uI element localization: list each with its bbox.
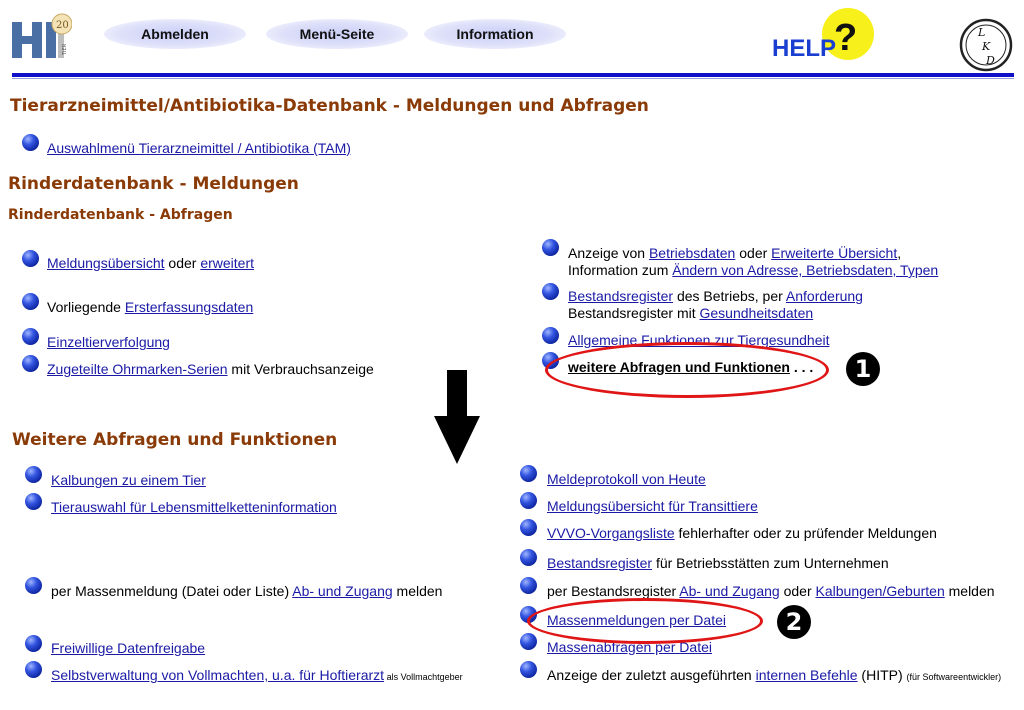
ersterfassung-item: [47, 299, 253, 316]
ersterfassungsdaten-link[interactable]: Ersterfassungsdaten: [124, 299, 254, 315]
hi-tier-logo: [10, 12, 72, 62]
header-divider-shadow: [12, 78, 1014, 79]
bullet-icon: [542, 239, 559, 256]
meldung-erweitert-link[interactable]: erweitert: [200, 255, 255, 271]
logo-badge-text: 20: [56, 20, 69, 31]
help-text: HELP: [772, 35, 837, 62]
weitere-dots: . . .: [789, 359, 814, 375]
tam-menu-item: [47, 140, 351, 157]
vvvo-link[interactable]: VVVO-Vorgangsliste: [547, 525, 675, 541]
vorliegende-text: Vorliegende: [47, 299, 125, 315]
betriebsstaetten-text: für Betriebsstätten zum Unternehmen: [652, 555, 889, 571]
kalbungen-link[interactable]: Kalbungen zu einem Tier: [51, 472, 206, 488]
bullet-icon: [25, 635, 42, 652]
massenabfragen-link[interactable]: Massenabfragen per Datei: [547, 639, 712, 655]
interne-befehle-link[interactable]: internen Befehle: [755, 667, 858, 683]
vollmachtgeber-text: als Vollmachtgeber: [384, 672, 463, 682]
einzeltier-item: [47, 334, 170, 351]
betriebsdaten-link[interactable]: Betriebsdaten: [648, 245, 736, 261]
per-bestandsregister-text: per Bestandsregister: [547, 583, 680, 599]
des-betriebs-text: des Betriebs, per: [673, 288, 786, 304]
anforderung-link[interactable]: Anforderung: [785, 288, 863, 304]
softwareentwickler-text: (für Softwareentwickler): [906, 672, 1002, 682]
help-button[interactable]: [770, 6, 880, 64]
bullet-icon: [22, 250, 39, 267]
tam-link[interactable]: Auswahlmenü Tierarzneimittel / Antibiotika (TAM): [47, 140, 351, 156]
information-zum-text: Information zum: [568, 262, 673, 278]
marker-2-badge: 2: [777, 605, 811, 639]
meldungsuebersicht-item: [47, 255, 254, 272]
bestandsregister-mit-text: Bestandsregister mit: [568, 305, 700, 321]
ab-zugang-right-link[interactable]: Ab- und Zugang: [679, 583, 780, 599]
bullet-icon: [520, 519, 537, 536]
per-oder-text: oder: [779, 583, 816, 599]
bullet-icon: [520, 549, 537, 566]
ab-zugang-left-link[interactable]: Ab- und Zugang: [292, 583, 393, 599]
hitp-text: (HITP): [857, 667, 907, 683]
massenmeldung-post-text: melden: [392, 583, 443, 599]
bullet-icon: [520, 492, 537, 509]
meldeprotokoll-link[interactable]: Meldeprotokoll von Heute: [547, 471, 706, 487]
highlight-ring-2: [527, 598, 763, 644]
bestandsregister-item: [568, 288, 863, 305]
anzeige-zuletzt-text: Anzeige der zuletzt ausgeführten: [547, 667, 756, 683]
bestandsregister-bst-link[interactable]: Bestandsregister: [547, 555, 653, 571]
weitere-abfragen-link[interactable]: weitere Abfragen und Funktionen: [568, 359, 790, 375]
lkd-letter-k: K: [982, 40, 991, 53]
bullet-icon: [542, 327, 559, 344]
vvvo-text: fehlerhafter oder zu prüfender Meldungen: [674, 525, 937, 541]
weitere-section-title: Weitere Abfragen und Funktionen: [12, 430, 338, 450]
bullet-icon: [22, 355, 39, 372]
lkd-logo: [958, 18, 1014, 72]
down-arrow-icon: [434, 370, 480, 464]
per-bestandsregister-item: [547, 583, 995, 600]
meldung-oder-text: oder: [164, 255, 201, 271]
nav-information-button[interactable]: Information: [424, 19, 566, 49]
bullet-icon: [520, 661, 537, 678]
gesundheitsdaten-link[interactable]: Gesundheitsdaten: [699, 305, 814, 321]
bullet-icon: [25, 493, 42, 510]
ohrmarken-item: [47, 361, 374, 378]
massenmeldungen-link[interactable]: Massenmeldungen per Datei: [547, 612, 726, 628]
bullet-icon: [22, 293, 39, 310]
bullet-icon: [25, 661, 42, 678]
header-divider: [12, 73, 1014, 77]
gesundheitsdaten-item: [568, 305, 813, 322]
erweiterte-uebersicht-link[interactable]: Erweiterte Übersicht: [771, 245, 898, 261]
interne-befehle-item: [547, 667, 1001, 686]
anzeige-von-text: Anzeige von: [568, 245, 649, 261]
datenfreigabe-item: [51, 640, 205, 657]
transittiere-item: [547, 498, 758, 515]
vollmachten-item: [51, 667, 463, 686]
bullet-icon: [520, 465, 537, 482]
meldeprotokoll-item: [547, 471, 706, 488]
allgemeine-funktionen-link[interactable]: Allgemeine Funktionen zur Tiergesundheit: [568, 332, 830, 348]
per-melden-text: melden: [944, 583, 995, 599]
vollmachten-link[interactable]: Selbstverwaltung von Vollmachten, u.a. für Hoftierarzt: [51, 667, 385, 683]
bullet-icon: [542, 283, 559, 300]
bullet-icon: [520, 633, 537, 650]
tierauswahl-link[interactable]: Tierauswahl für Lebensmittelketteninformation: [51, 499, 337, 515]
logo-side-text: TIER: [62, 43, 68, 55]
rind-abfragen-title: Rinderdatenbank - Abfragen: [8, 207, 233, 223]
bullet-icon: [520, 577, 537, 594]
transittiere-link[interactable]: Meldungsübersicht für Transittiere: [547, 498, 758, 514]
tam-section-title: Tierarzneimittel/Antibiotika-Datenbank - Meldungen und Abfragen: [10, 96, 649, 116]
nav-abmelden-button[interactable]: Abmelden: [104, 19, 246, 49]
bullet-icon: [22, 134, 39, 151]
aendern-item: [568, 262, 938, 279]
ohrmarken-link[interactable]: Zugeteilte Ohrmarken-Serien: [47, 361, 228, 377]
meldungsuebersicht-link[interactable]: Meldungsübersicht: [47, 255, 165, 271]
massenmeldung-pre-text: per Massenmeldung (Datei oder Liste): [51, 583, 293, 599]
aendern-adresse-link[interactable]: Ändern von Adresse, Betriebsdaten, Typen: [672, 262, 939, 278]
rind-meldungen-title: Rinderdatenbank - Meldungen: [8, 174, 299, 194]
massenmeldung-item: [51, 583, 442, 600]
help-question-icon: ?: [834, 17, 858, 59]
datenfreigabe-link[interactable]: Freiwillige Datenfreigabe: [51, 640, 206, 656]
vvvo-item: [547, 525, 937, 542]
bestandsregister-link[interactable]: Bestandsregister: [568, 288, 674, 304]
anzeige-comma: ,: [897, 245, 902, 261]
tierauswahl-item: [51, 499, 337, 516]
lkd-letter-l: L: [978, 26, 986, 39]
kalbungen-geburten-link[interactable]: Kalbungen/Geburten: [815, 583, 945, 599]
einzeltierverfolgung-link[interactable]: Einzeltierverfolgung: [47, 334, 170, 350]
bestandsregister-bst-item: [547, 555, 889, 572]
lkd-letter-d: D: [986, 54, 995, 67]
kalbungen-item: [51, 472, 206, 489]
betriebsdaten-item: [568, 245, 901, 262]
anzeige-oder-text: oder: [735, 245, 772, 261]
highlight-ring-1: [545, 342, 829, 398]
nav-menue-seite-button[interactable]: Menü-Seite: [266, 19, 408, 49]
marker-1-badge: 1: [846, 352, 880, 386]
verbrauchsanzeige-text: mit Verbrauchsanzeige: [227, 361, 374, 377]
bullet-icon: [22, 328, 39, 345]
bullet-icon: [25, 577, 42, 594]
bullet-icon: [25, 466, 42, 483]
